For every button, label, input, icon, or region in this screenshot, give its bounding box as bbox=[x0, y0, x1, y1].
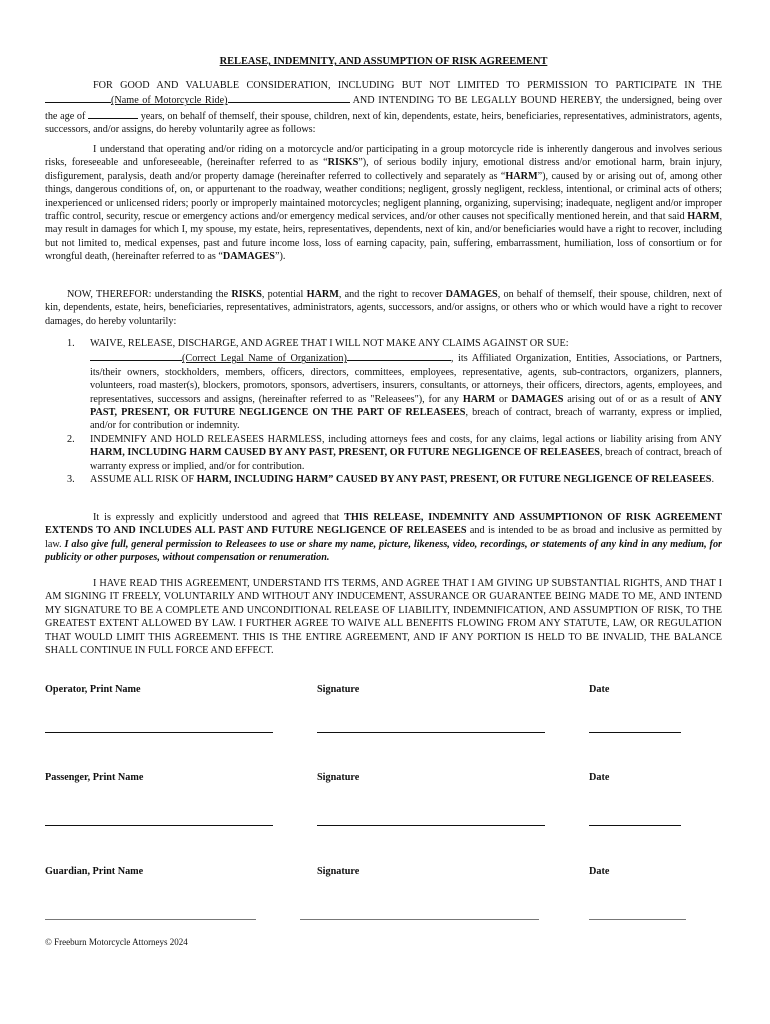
guardian-signature-line[interactable] bbox=[300, 919, 539, 920]
express-permission: I also give full, general permission to Releasees to use or share my name, picture, likeness, video, recordings, or statements of any kind in any medium, for publicity or other purposes, without compensation or renumeration. bbox=[45, 538, 723, 564]
guardian-label: Guardian, Print Name bbox=[45, 866, 144, 877]
operator-label: Operator, Print Name bbox=[45, 684, 141, 695]
therefore-text-2: , potential bbox=[261, 289, 307, 300]
intro-age-suffix: years, on behalf of themself, their spouse, children, next of kin, dependents, estate, heirs, beneficiaries, representatives, administrators, agents, successors, and/or assigns, do hereby voluntarily agree as follows: bbox=[45, 110, 723, 136]
therefore-harm: HARM bbox=[306, 289, 339, 300]
item1-text-2: arising out of or as a result of bbox=[563, 393, 700, 405]
item3-negligence: HARM, INCLUDING HARM” CAUSED BY ANY PAST, PRESENT, OR FUTURE NEGLIGENCE OF RELEASEES bbox=[196, 474, 712, 486]
item1-negligence: ANY PAST, PRESENT, OR FUTURE NEGLIGENCE ON THE PART OF RELEASEES bbox=[90, 393, 722, 419]
guardian-signature-label: Signature bbox=[317, 866, 360, 877]
item1-text-3: , breach of contract, breach of warranty, express or implied, and/or for contribution or indemnity. bbox=[90, 407, 722, 432]
item1-heading: WAIVE, RELEASE, DISCHARGE, AND AGREE THAT I WILL NOT MAKE ANY CLAIMS AGAINST OR SUE: bbox=[90, 338, 569, 349]
agreement-list bbox=[45, 337, 722, 486]
list-item bbox=[45, 433, 722, 473]
passenger-signature-line[interactable] bbox=[317, 825, 545, 826]
therefore-text-3: , and the right to recover bbox=[338, 289, 446, 300]
intro-legal-bound: AND INTENDING TO BE LEGALLY BOUND HEREBY, the undersigned, bbox=[352, 95, 675, 107]
document-title: RELEASE, INDEMNITY, AND ASSUMPTION OF RISK AGREEMENT bbox=[219, 56, 548, 67]
risks-term: RISKS bbox=[327, 157, 359, 169]
express-paragraph bbox=[45, 511, 722, 565]
acknowledgement-paragraph: I HAVE READ THIS AGREEMENT, UNDERSTAND ITS TERMS, AND AGREE THAT I AM GIVING UP SUBSTANTIAL RIGHTS, AND THAT I AM SIGNING IT FREELY, VOLUNTARILY AND WITHOUT ANY INDUCEMENT, ASSURANCE OR GUARANTEE BEING MADE TO ME, AND INTEND MY SIGNATURE TO BE A COMPLETE AND UNCONDITIONAL RELEASE OF LIABILITY, INDEMNIFICATION, AND ASSUMPTION OF RISK, TO THE GREATEST EXTENT ALLOWED BY LAW. I FURTHER AGREE TO WAIVE ALL BENEFITS FLOWING FROM ANY STATUTE, LAW, OR REGULATION THAT WOULD LIMIT THIS AGREEMENT. THIS IS THE ENTIRE AGREEMENT, AND IF ANY PORTION IS HELD TO BE INVALID, THE BALANCE SHALL CONTINUE IN FULL FORCE AND EFFECT. bbox=[45, 578, 722, 657]
operator-date-label: Date bbox=[589, 684, 610, 695]
ride-name-label: (Name of Motorcycle Ride) bbox=[111, 95, 228, 107]
risks-text-1: I understand that operating and/or riding on a motorcycle and/or participating in a group motorcycle ride is inherently dangerous and involves serious risks, foreseeable and unforeseeable, (hereinafter referred to as “ bbox=[45, 144, 722, 169]
therefore-text-1: NOW, THEREFOR: understanding the bbox=[67, 289, 232, 300]
express-bold: THIS RELEASE, INDEMNITY AND ASSUMPTIONON OF RISK AGREEMENT EXTENDS TO AND INCLUDES ALL PAST AND FUTURE NEGLIGENCE OF RELEASEES bbox=[45, 512, 722, 537]
guardian-name-line[interactable] bbox=[45, 919, 256, 920]
risks-text-4: , may result in damages for which I, my spouse, my estate, heirs, representatives, dependents, next of kin, and/or beneficiaries would have a right to recover, including but not limited to, medical expenses, past and future income loss, loss of earning capacity, pain, suffering, embarrassment, humiliation, loss of consortium or for wrongful death, (hereinafter referred to as “ bbox=[45, 211, 722, 263]
risks-text-5: ”). bbox=[274, 251, 286, 263]
list-item bbox=[45, 473, 722, 486]
ride-name-blank-left[interactable] bbox=[45, 92, 111, 103]
passenger-signature-label: Signature bbox=[317, 772, 360, 783]
therefore-paragraph bbox=[45, 288, 722, 328]
operator-signature-line[interactable] bbox=[317, 732, 545, 733]
item1-harm: HARM bbox=[462, 393, 496, 405]
organization-label: (Correct Legal Name of Organization) bbox=[182, 353, 347, 365]
organization-blank-right[interactable] bbox=[347, 350, 451, 361]
risks-text-3: ”), caused by or arising out of, among other things, dangerous conditions of, on, or appurtenant to the roadway, weather conditions; negligent, grossly negligent, reckless, intentional, or criminal acts of others; inexperienced or unlicensed riders; poorly or improperly maintained motorcycles; negligent planning, organizing, supervising; inadequate, negligent and/or improper traffic control, security, rescue or emergency actions and/or emergency medical services, and/or other causes not specifically mentioned herein, and that said bbox=[45, 170, 722, 223]
harm-term: HARM bbox=[505, 170, 538, 182]
risks-paragraph bbox=[45, 143, 722, 264]
therefore-damages: DAMAGES bbox=[445, 289, 498, 300]
list-number: 3. bbox=[67, 474, 75, 486]
guardian-date-line[interactable] bbox=[589, 919, 686, 920]
harm-term-2: HARM bbox=[687, 211, 720, 223]
express-text-2: and is intended to be as broad and inclusive as permitted by law. bbox=[45, 525, 723, 550]
operator-date-line[interactable] bbox=[589, 732, 681, 733]
item1-damages: DAMAGES bbox=[511, 393, 564, 405]
item2-negligence: HARM, INCLUDING HARM CAUSED BY ANY PAST, PRESENT, OR FUTURE NEGLIGENCE OF RELEASEES bbox=[90, 447, 600, 459]
intro-paragraph bbox=[45, 79, 722, 137]
item3-period: . bbox=[711, 474, 714, 486]
organization-blank-left[interactable] bbox=[90, 350, 182, 361]
list-number: 1. bbox=[67, 338, 75, 349]
passenger-label: Passenger, Print Name bbox=[45, 772, 144, 783]
therefore-text-4: , on behalf of themself, their spouse, children, next of kin, dependents, estate, heirs, beneficiaries, representatives, administrators, agents, successors, and/or assigns, or others who or which would have a right to recover damages, do hereby voluntarily: bbox=[45, 289, 723, 327]
therefore-risks: RISKS bbox=[231, 289, 262, 300]
guardian-date-label: Date bbox=[589, 866, 610, 877]
age-blank[interactable] bbox=[88, 108, 138, 119]
ride-name-blank-right[interactable] bbox=[228, 92, 350, 103]
damages-term: DAMAGES bbox=[222, 251, 275, 263]
item2-text-2: , breach of contract, breach of warranty express or implied, and/or for contribution. bbox=[90, 447, 722, 472]
copyright-footer: © Freeburn Motorcycle Attorneys 2024 bbox=[45, 937, 188, 947]
passenger-date-line[interactable] bbox=[589, 825, 681, 826]
item1-text: , its Affiliated Organization, Entities, Associations, or Partners, its/their owners, stockholders, members, officers, directors, committees, employees, representative, agents, sub-contractors, organizers, planners, volunteers, road master(s), blockers, promotors, sponsors, advertisers, insurers, consultants, or attorneys, their officers, directors, agents, employees, and representatives, successors and assigns, (hereinafter referred to as "Releasees"), for any bbox=[90, 353, 722, 405]
item3-text: ASSUME ALL RISK OF bbox=[90, 474, 197, 486]
intro-age-prefix: being over the age of bbox=[45, 95, 723, 122]
operator-name-line[interactable] bbox=[45, 732, 273, 733]
express-text-1: It is expressly and explicitly understood and agreed that bbox=[93, 512, 345, 523]
passenger-date-label: Date bbox=[589, 772, 610, 783]
item2-text: INDEMNIFY AND HOLD RELEASEES HARMLESS, including attorneys fees and costs, for any claims, legal actions or liability arising from ANY bbox=[90, 433, 722, 445]
list-number: 2. bbox=[67, 433, 75, 445]
risks-text-2: ”), of serious bodily injury, emotional distress and/or emotional harm, brain injury, disfigurement, paralysis, death and/or property damage (hereinafter referred to collectively and separately as “ bbox=[45, 157, 722, 182]
passenger-name-line[interactable] bbox=[45, 825, 273, 826]
list-item bbox=[45, 337, 722, 433]
operator-signature-label: Signature bbox=[317, 684, 360, 695]
intro-lead: FOR GOOD AND VALUABLE CONSIDERATION, INCLUDING BUT NOT LIMITED TO PERMISSION TO PARTICIPATE IN THE bbox=[93, 80, 722, 91]
item1-or: or bbox=[495, 393, 512, 405]
